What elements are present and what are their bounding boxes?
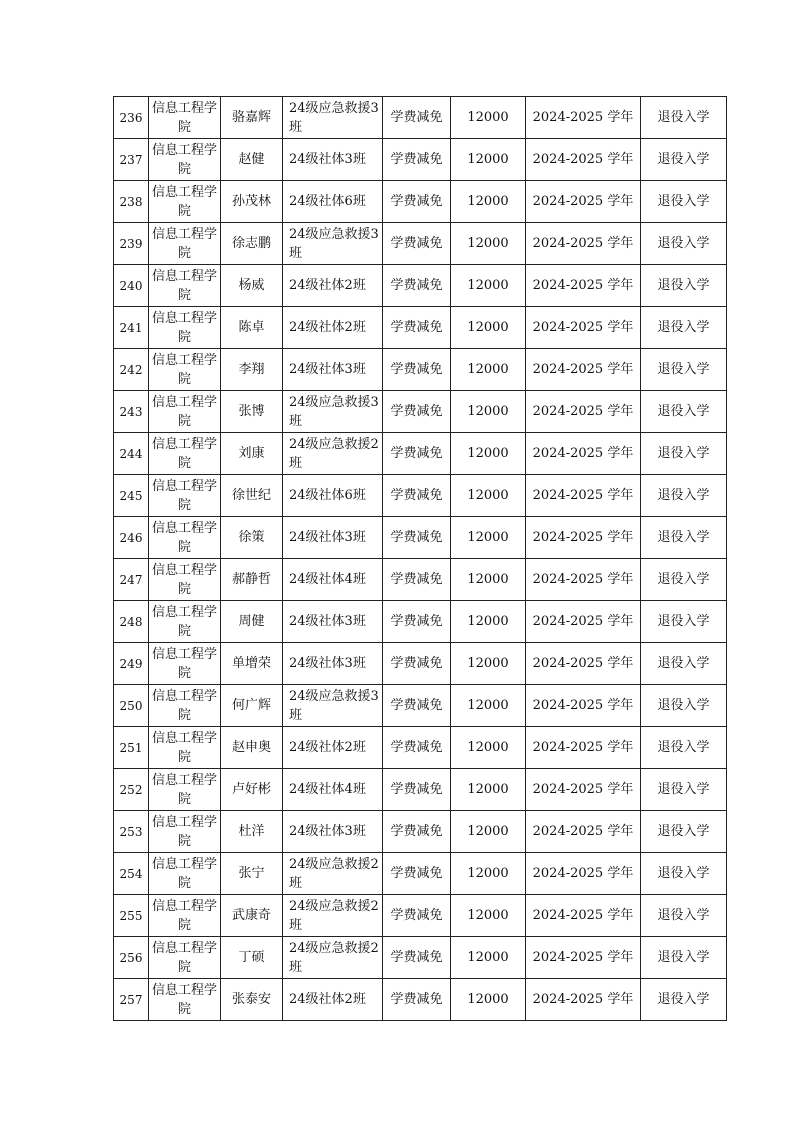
aid-type-cell: 学费减免	[383, 349, 451, 391]
academic-year-cell: 2024-2025 学年	[526, 937, 641, 979]
row-number-cell: 255	[114, 895, 149, 937]
table-row	[114, 643, 727, 685]
row-number-cell: 237	[114, 139, 149, 181]
reason-cell: 退役入学	[641, 559, 727, 601]
amount-cell: 12000	[451, 853, 526, 895]
college-cell: 信息工程学院	[149, 181, 221, 223]
table-row	[114, 727, 727, 769]
academic-year-cell: 2024-2025 学年	[526, 517, 641, 559]
row-number-cell: 250	[114, 685, 149, 727]
student-name-cell: 刘康	[221, 433, 283, 475]
table-row	[114, 853, 727, 895]
college-cell: 信息工程学院	[149, 727, 221, 769]
class-cell: 24级社体6班	[283, 181, 383, 223]
amount-cell: 12000	[451, 223, 526, 265]
class-cell: 24级应急救援2班	[283, 895, 383, 937]
college-cell: 信息工程学院	[149, 433, 221, 475]
class-cell: 24级应急救援3班	[283, 223, 383, 265]
academic-year-cell: 2024-2025 学年	[526, 769, 641, 811]
college-cell: 信息工程学院	[149, 685, 221, 727]
student-name-cell: 丁硕	[221, 937, 283, 979]
student-name-cell: 陈卓	[221, 307, 283, 349]
aid-type-cell: 学费减免	[383, 811, 451, 853]
class-cell: 24级应急救援3班	[283, 685, 383, 727]
college-cell: 信息工程学院	[149, 475, 221, 517]
aid-type-cell: 学费减免	[383, 97, 451, 139]
row-number-cell: 253	[114, 811, 149, 853]
aid-type-cell: 学费减免	[383, 139, 451, 181]
table-row	[114, 97, 727, 139]
college-cell: 信息工程学院	[149, 895, 221, 937]
row-number-cell: 249	[114, 643, 149, 685]
row-number-cell: 239	[114, 223, 149, 265]
amount-cell: 12000	[451, 391, 526, 433]
table-row	[114, 559, 727, 601]
academic-year-cell: 2024-2025 学年	[526, 349, 641, 391]
amount-cell: 12000	[451, 307, 526, 349]
college-cell: 信息工程学院	[149, 601, 221, 643]
reason-cell: 退役入学	[641, 769, 727, 811]
reason-cell: 退役入学	[641, 433, 727, 475]
table-row	[114, 349, 727, 391]
table-row	[114, 517, 727, 559]
amount-cell: 12000	[451, 601, 526, 643]
amount-cell: 12000	[451, 97, 526, 139]
student-name-cell: 徐志鹏	[221, 223, 283, 265]
row-number-cell: 244	[114, 433, 149, 475]
reason-cell: 退役入学	[641, 727, 727, 769]
row-number-cell: 251	[114, 727, 149, 769]
amount-cell: 12000	[451, 139, 526, 181]
college-cell: 信息工程学院	[149, 559, 221, 601]
student-name-cell: 赵申奥	[221, 727, 283, 769]
row-number-cell: 256	[114, 937, 149, 979]
college-cell: 信息工程学院	[149, 349, 221, 391]
college-cell: 信息工程学院	[149, 643, 221, 685]
amount-cell: 12000	[451, 685, 526, 727]
reason-cell: 退役入学	[641, 349, 727, 391]
table-row	[114, 685, 727, 727]
row-number-cell: 252	[114, 769, 149, 811]
class-cell: 24级社体3班	[283, 517, 383, 559]
table-row	[114, 769, 727, 811]
amount-cell: 12000	[451, 559, 526, 601]
aid-type-cell: 学费减免	[383, 307, 451, 349]
table-row	[114, 139, 727, 181]
row-number-cell: 240	[114, 265, 149, 307]
class-cell: 24级社体2班	[283, 265, 383, 307]
academic-year-cell: 2024-2025 学年	[526, 181, 641, 223]
aid-type-cell: 学费减免	[383, 433, 451, 475]
college-cell: 信息工程学院	[149, 307, 221, 349]
student-name-cell: 卢好彬	[221, 769, 283, 811]
student-name-cell: 张博	[221, 391, 283, 433]
reason-cell: 退役入学	[641, 853, 727, 895]
academic-year-cell: 2024-2025 学年	[526, 433, 641, 475]
reason-cell: 退役入学	[641, 139, 727, 181]
student-name-cell: 徐世纪	[221, 475, 283, 517]
row-number-cell: 254	[114, 853, 149, 895]
student-name-cell: 李翔	[221, 349, 283, 391]
college-cell: 信息工程学院	[149, 139, 221, 181]
aid-type-cell: 学费减免	[383, 643, 451, 685]
amount-cell: 12000	[451, 727, 526, 769]
student-name-cell: 杨威	[221, 265, 283, 307]
academic-year-cell: 2024-2025 学年	[526, 643, 641, 685]
reason-cell: 退役入学	[641, 643, 727, 685]
table-row	[114, 937, 727, 979]
table-row	[114, 433, 727, 475]
reason-cell: 退役入学	[641, 937, 727, 979]
reason-cell: 退役入学	[641, 223, 727, 265]
academic-year-cell: 2024-2025 学年	[526, 475, 641, 517]
aid-type-cell: 学费减免	[383, 895, 451, 937]
academic-year-cell: 2024-2025 学年	[526, 853, 641, 895]
amount-cell: 12000	[451, 895, 526, 937]
amount-cell: 12000	[451, 349, 526, 391]
aid-type-cell: 学费减免	[383, 517, 451, 559]
student-name-cell: 武康奇	[221, 895, 283, 937]
college-cell: 信息工程学院	[149, 937, 221, 979]
amount-cell: 12000	[451, 937, 526, 979]
academic-year-cell: 2024-2025 学年	[526, 97, 641, 139]
student-name-cell: 孙茂林	[221, 181, 283, 223]
amount-cell: 12000	[451, 265, 526, 307]
aid-type-cell: 学费减免	[383, 769, 451, 811]
amount-cell: 12000	[451, 811, 526, 853]
aid-type-cell: 学费减免	[383, 475, 451, 517]
class-cell: 24级社体4班	[283, 769, 383, 811]
aid-type-cell: 学费减免	[383, 937, 451, 979]
class-cell: 24级应急救援2班	[283, 433, 383, 475]
table-row	[114, 601, 727, 643]
amount-cell: 12000	[451, 433, 526, 475]
academic-year-cell: 2024-2025 学年	[526, 559, 641, 601]
row-number-cell: 247	[114, 559, 149, 601]
aid-type-cell: 学费减免	[383, 559, 451, 601]
table-body	[114, 97, 727, 1021]
amount-cell: 12000	[451, 979, 526, 1021]
row-number-cell: 245	[114, 475, 149, 517]
aid-type-cell: 学费减免	[383, 727, 451, 769]
row-number-cell: 243	[114, 391, 149, 433]
reason-cell: 退役入学	[641, 685, 727, 727]
amount-cell: 12000	[451, 643, 526, 685]
table-row	[114, 223, 727, 265]
student-name-cell: 杜洋	[221, 811, 283, 853]
student-name-cell: 何广辉	[221, 685, 283, 727]
student-name-cell: 周健	[221, 601, 283, 643]
aid-type-cell: 学费减免	[383, 685, 451, 727]
row-number-cell: 238	[114, 181, 149, 223]
academic-year-cell: 2024-2025 学年	[526, 895, 641, 937]
table-row	[114, 811, 727, 853]
table-row	[114, 391, 727, 433]
aid-type-cell: 学费减免	[383, 601, 451, 643]
class-cell: 24级应急救援2班	[283, 853, 383, 895]
academic-year-cell: 2024-2025 学年	[526, 601, 641, 643]
academic-year-cell: 2024-2025 学年	[526, 727, 641, 769]
reason-cell: 退役入学	[641, 97, 727, 139]
class-cell: 24级应急救援3班	[283, 97, 383, 139]
table-row	[114, 895, 727, 937]
amount-cell: 12000	[451, 769, 526, 811]
college-cell: 信息工程学院	[149, 979, 221, 1021]
class-cell: 24级社体6班	[283, 475, 383, 517]
class-cell: 24级社体2班	[283, 727, 383, 769]
aid-type-cell: 学费减免	[383, 181, 451, 223]
reason-cell: 退役入学	[641, 601, 727, 643]
table-row	[114, 307, 727, 349]
reason-cell: 退役入学	[641, 811, 727, 853]
college-cell: 信息工程学院	[149, 853, 221, 895]
row-number-cell: 241	[114, 307, 149, 349]
student-name-cell: 徐策	[221, 517, 283, 559]
student-name-cell: 张泰安	[221, 979, 283, 1021]
row-number-cell: 248	[114, 601, 149, 643]
aid-type-cell: 学费减免	[383, 265, 451, 307]
table-row	[114, 979, 727, 1021]
academic-year-cell: 2024-2025 学年	[526, 979, 641, 1021]
table-row	[114, 475, 727, 517]
aid-type-cell: 学费减免	[383, 223, 451, 265]
reason-cell: 退役入学	[641, 895, 727, 937]
student-name-cell: 郝静哲	[221, 559, 283, 601]
class-cell: 24级社体3班	[283, 643, 383, 685]
aid-type-cell: 学费减免	[383, 391, 451, 433]
college-cell: 信息工程学院	[149, 517, 221, 559]
row-number-cell: 246	[114, 517, 149, 559]
student-name-cell: 张宁	[221, 853, 283, 895]
class-cell: 24级应急救援2班	[283, 937, 383, 979]
reason-cell: 退役入学	[641, 265, 727, 307]
student-name-cell: 赵健	[221, 139, 283, 181]
academic-year-cell: 2024-2025 学年	[526, 685, 641, 727]
academic-year-cell: 2024-2025 学年	[526, 223, 641, 265]
class-cell: 24级社体4班	[283, 559, 383, 601]
class-cell: 24级社体3班	[283, 811, 383, 853]
class-cell: 24级社体3班	[283, 139, 383, 181]
reason-cell: 退役入学	[641, 979, 727, 1021]
academic-year-cell: 2024-2025 学年	[526, 139, 641, 181]
amount-cell: 12000	[451, 181, 526, 223]
reason-cell: 退役入学	[641, 307, 727, 349]
reason-cell: 退役入学	[641, 391, 727, 433]
document-table	[113, 96, 727, 1021]
aid-type-cell: 学费减免	[383, 979, 451, 1021]
academic-year-cell: 2024-2025 学年	[526, 391, 641, 433]
class-cell: 24级社体2班	[283, 307, 383, 349]
student-name-cell: 单增荣	[221, 643, 283, 685]
class-cell: 24级社体3班	[283, 601, 383, 643]
reason-cell: 退役入学	[641, 475, 727, 517]
academic-year-cell: 2024-2025 学年	[526, 265, 641, 307]
aid-type-cell: 学费减免	[383, 853, 451, 895]
class-cell: 24级应急救援3班	[283, 391, 383, 433]
academic-year-cell: 2024-2025 学年	[526, 811, 641, 853]
reason-cell: 退役入学	[641, 181, 727, 223]
college-cell: 信息工程学院	[149, 223, 221, 265]
class-cell: 24级社体3班	[283, 349, 383, 391]
student-name-cell: 骆嘉辉	[221, 97, 283, 139]
college-cell: 信息工程学院	[149, 811, 221, 853]
college-cell: 信息工程学院	[149, 97, 221, 139]
table-row	[114, 181, 727, 223]
class-cell: 24级社体2班	[283, 979, 383, 1021]
college-cell: 信息工程学院	[149, 265, 221, 307]
table-row	[114, 265, 727, 307]
amount-cell: 12000	[451, 517, 526, 559]
college-cell: 信息工程学院	[149, 391, 221, 433]
academic-year-cell: 2024-2025 学年	[526, 307, 641, 349]
amount-cell: 12000	[451, 475, 526, 517]
row-number-cell: 236	[114, 97, 149, 139]
reason-cell: 退役入学	[641, 517, 727, 559]
row-number-cell: 257	[114, 979, 149, 1021]
row-number-cell: 242	[114, 349, 149, 391]
college-cell: 信息工程学院	[149, 769, 221, 811]
